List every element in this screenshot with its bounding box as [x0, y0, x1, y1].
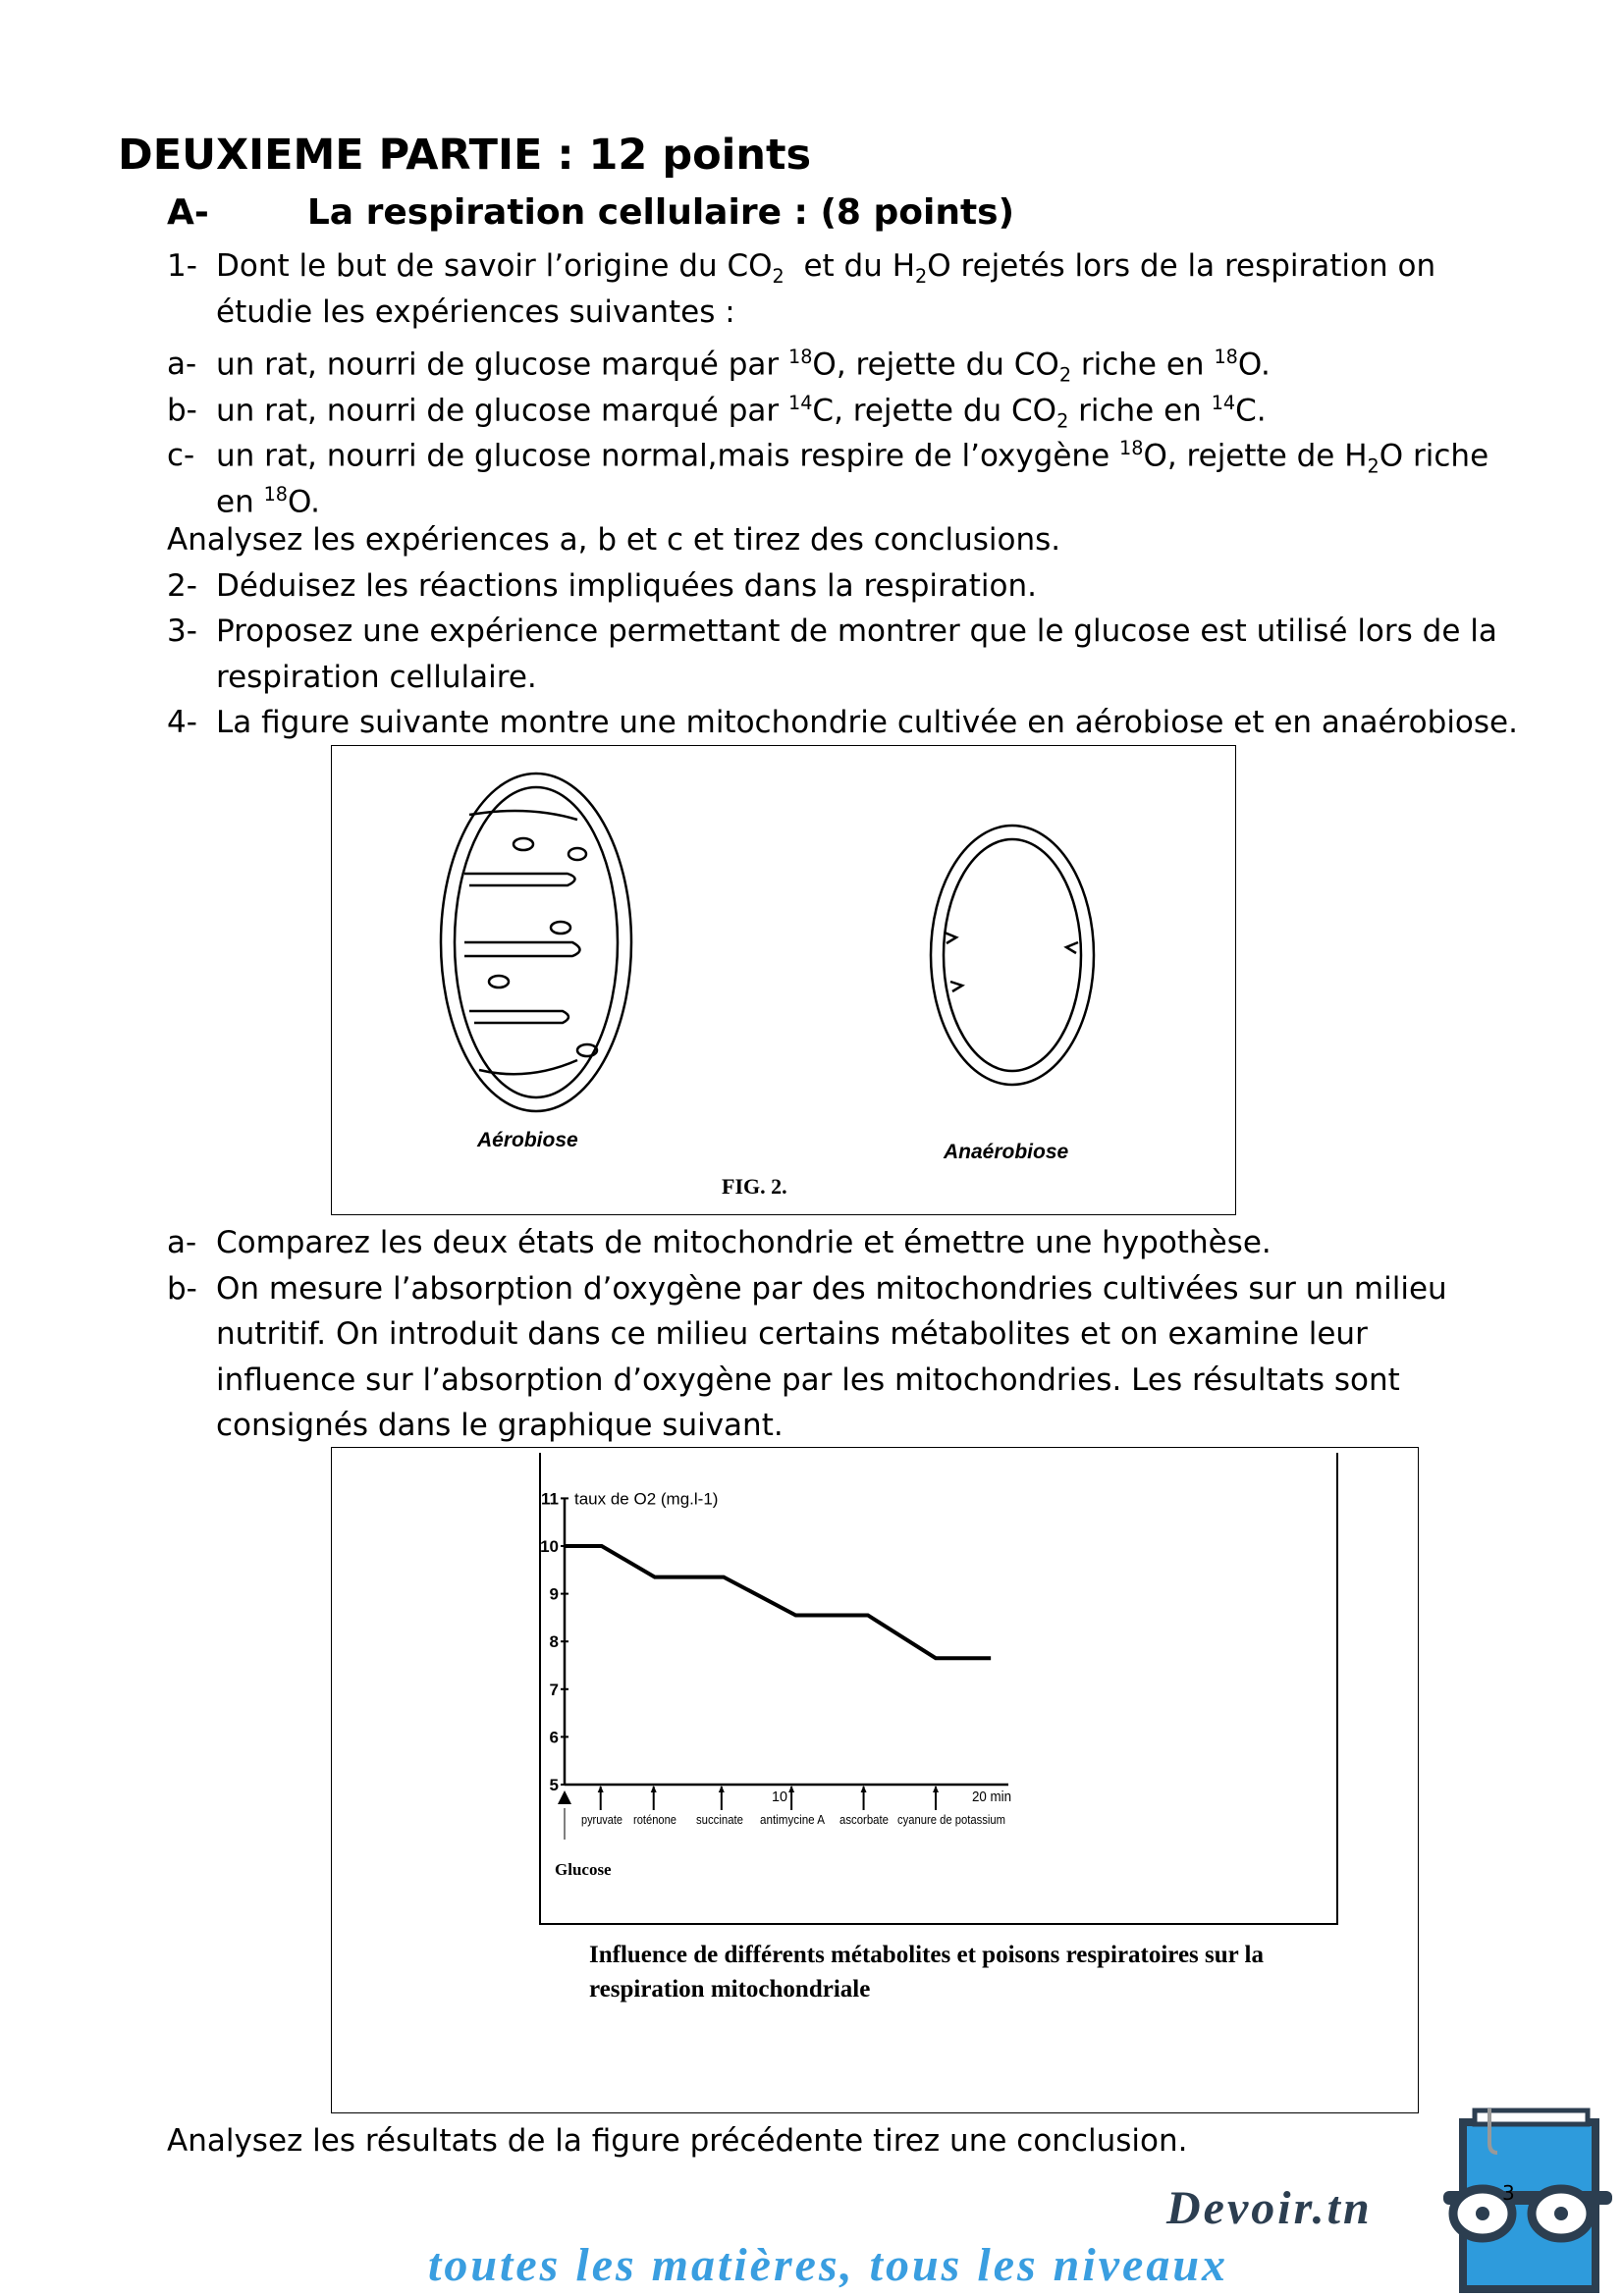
text-segment: consignés dans le graphique suivant.: [216, 1408, 784, 1443]
superscript: 14: [787, 391, 813, 414]
text-segment: O.: [288, 483, 321, 519]
y-tick-label: 11: [541, 1489, 559, 1509]
item-number: a-: [167, 1225, 197, 1260]
page-number: 3: [1502, 2181, 1515, 2205]
text-segment: O, rejette de H: [1143, 438, 1368, 474]
subscript: 2: [1058, 363, 1072, 387]
addition-arrowhead: [651, 1786, 657, 1792]
text-segment: Comparez les deux états de mitochondrie et émettre une hypothèse.: [216, 1225, 1271, 1260]
x-tick-label: 10: [772, 1789, 787, 1805]
text-segment: O.: [1237, 347, 1271, 383]
superscript: 18: [787, 346, 813, 368]
text-segment: un rat, nourri de glucose normal,mais respire de l’oxygène: [216, 438, 1120, 474]
x-tick-label: 20 min: [972, 1789, 1011, 1805]
y-tick-label: 8: [549, 1632, 559, 1652]
y-tick-label: 7: [549, 1680, 559, 1699]
text-segment: La figure suivante montre une mitochondrie cultivée en aérobiose et en anaérobiose.: [216, 705, 1518, 740]
text-segment: O rejetés lors de la respiration on: [927, 248, 1436, 284]
item-number: c-: [167, 438, 195, 474]
addition-arrowhead: [788, 1786, 794, 1792]
superscript: 14: [1211, 391, 1236, 414]
superscript: 18: [1214, 346, 1238, 368]
text-segment: nutritif. On introduit dans ce milieu certains métabolites et on examine leur: [216, 1316, 1368, 1352]
brand-name: Devoir.tn: [1166, 2182, 1373, 2234]
section-title-text: La respiration cellulaire : (8 points): [306, 192, 1015, 233]
y-tick-label: 9: [549, 1584, 559, 1604]
addition-label: roténone: [633, 1812, 676, 1827]
superscript: 18: [1119, 437, 1144, 459]
item-number: b-: [167, 1270, 197, 1307]
addition-label: antimycine A: [760, 1812, 826, 1827]
text-segment: un rat, nourri de glucose marqué par: [216, 392, 788, 428]
text-segment: respiration cellulaire.: [216, 659, 537, 695]
chart-caption-line-2: respiration mitochondriale: [589, 1976, 871, 2002]
addition-arrowhead: [861, 1786, 867, 1792]
chart-caption: [589, 1938, 1264, 2006]
subscript: 2: [1056, 409, 1069, 433]
label-anaerobic: Anaérobiose: [944, 1141, 1069, 1163]
text-segment: riche en: [1071, 347, 1215, 383]
part-title: DEUXIEME PARTIE : 12 points: [118, 131, 812, 180]
text-segment: étudie les expériences suivantes :: [216, 294, 735, 330]
item-number: 1-: [167, 248, 197, 284]
text-segment: Déduisez les réactions impliquées dans la respiration.: [216, 567, 1038, 604]
item-number: 4-: [167, 705, 197, 740]
text-segment: O, rejette du CO: [812, 347, 1059, 383]
chart-caption-line-1: Influence de différents métabolites et poisons respiratoires sur la: [589, 1942, 1264, 1968]
o2-series-line: [565, 1546, 991, 1658]
addition-arrowhead: [719, 1786, 725, 1792]
text-segment: un rat, nourri de glucose marqué par: [216, 347, 788, 383]
text-segment: Dont le but de savoir l’origine du CO: [216, 248, 773, 284]
addition-label: pyruvate: [581, 1812, 622, 1827]
subscript: 2: [772, 265, 784, 289]
text-segment: en: [216, 483, 264, 519]
text-segment: On mesure l’absorption d’oxygène par des mitochondries cultivées sur un milieu: [216, 1270, 1447, 1307]
text-segment: C, rejette du CO: [812, 392, 1057, 428]
y-axis-label: taux de O2 (mg.l-1): [574, 1489, 719, 1509]
text-segment: C.: [1235, 392, 1267, 428]
addition-arrowhead: [933, 1786, 939, 1792]
item-number: 2-: [167, 567, 197, 604]
addition-label: ascorbate: [839, 1812, 889, 1827]
y-tick-label: 5: [549, 1776, 559, 1794]
text-segment: et du H: [784, 248, 916, 284]
addition-label: succinate: [696, 1812, 743, 1827]
brand-tagline: toutes les matières, tous les niveaux: [428, 2239, 1229, 2291]
y-tick-label: 6: [549, 1728, 559, 1747]
text-segment: influence sur l’absorption d’oxygène par les mitochondries. Les résultats sont: [216, 1362, 1400, 1398]
subscript: 2: [1367, 454, 1380, 478]
devoir-logo-icon: [1435, 2101, 1622, 2296]
item-number: b-: [167, 392, 197, 428]
text-segment: riche en: [1068, 392, 1212, 428]
addition-arrowhead: [598, 1786, 604, 1792]
text-segment: O riche: [1379, 438, 1489, 474]
final-question: Analysez les résultats de la figure précédente tirez une conclusion.: [167, 2123, 1188, 2159]
figure-caption: FIG. 2.: [722, 1174, 787, 1199]
text-segment: Analysez les expériences a, b et c et tirez des conclusions.: [167, 522, 1061, 558]
subscript: 2: [915, 265, 928, 289]
addition-label: Glucose: [555, 1860, 612, 1879]
y-tick-label: 10: [540, 1537, 559, 1556]
text-segment: Proposez une expérience permettant de montrer que le glucose est utilisé lors de la: [216, 614, 1497, 649]
superscript: 18: [263, 482, 289, 506]
label-aerobic: Aérobiose: [477, 1129, 578, 1151]
item-number: a-: [167, 347, 197, 383]
section-label: A-: [167, 192, 209, 233]
glucose-arrow: [558, 1790, 571, 1804]
item-number: 3-: [167, 614, 197, 649]
addition-label: cyanure de potassium: [897, 1812, 1005, 1827]
